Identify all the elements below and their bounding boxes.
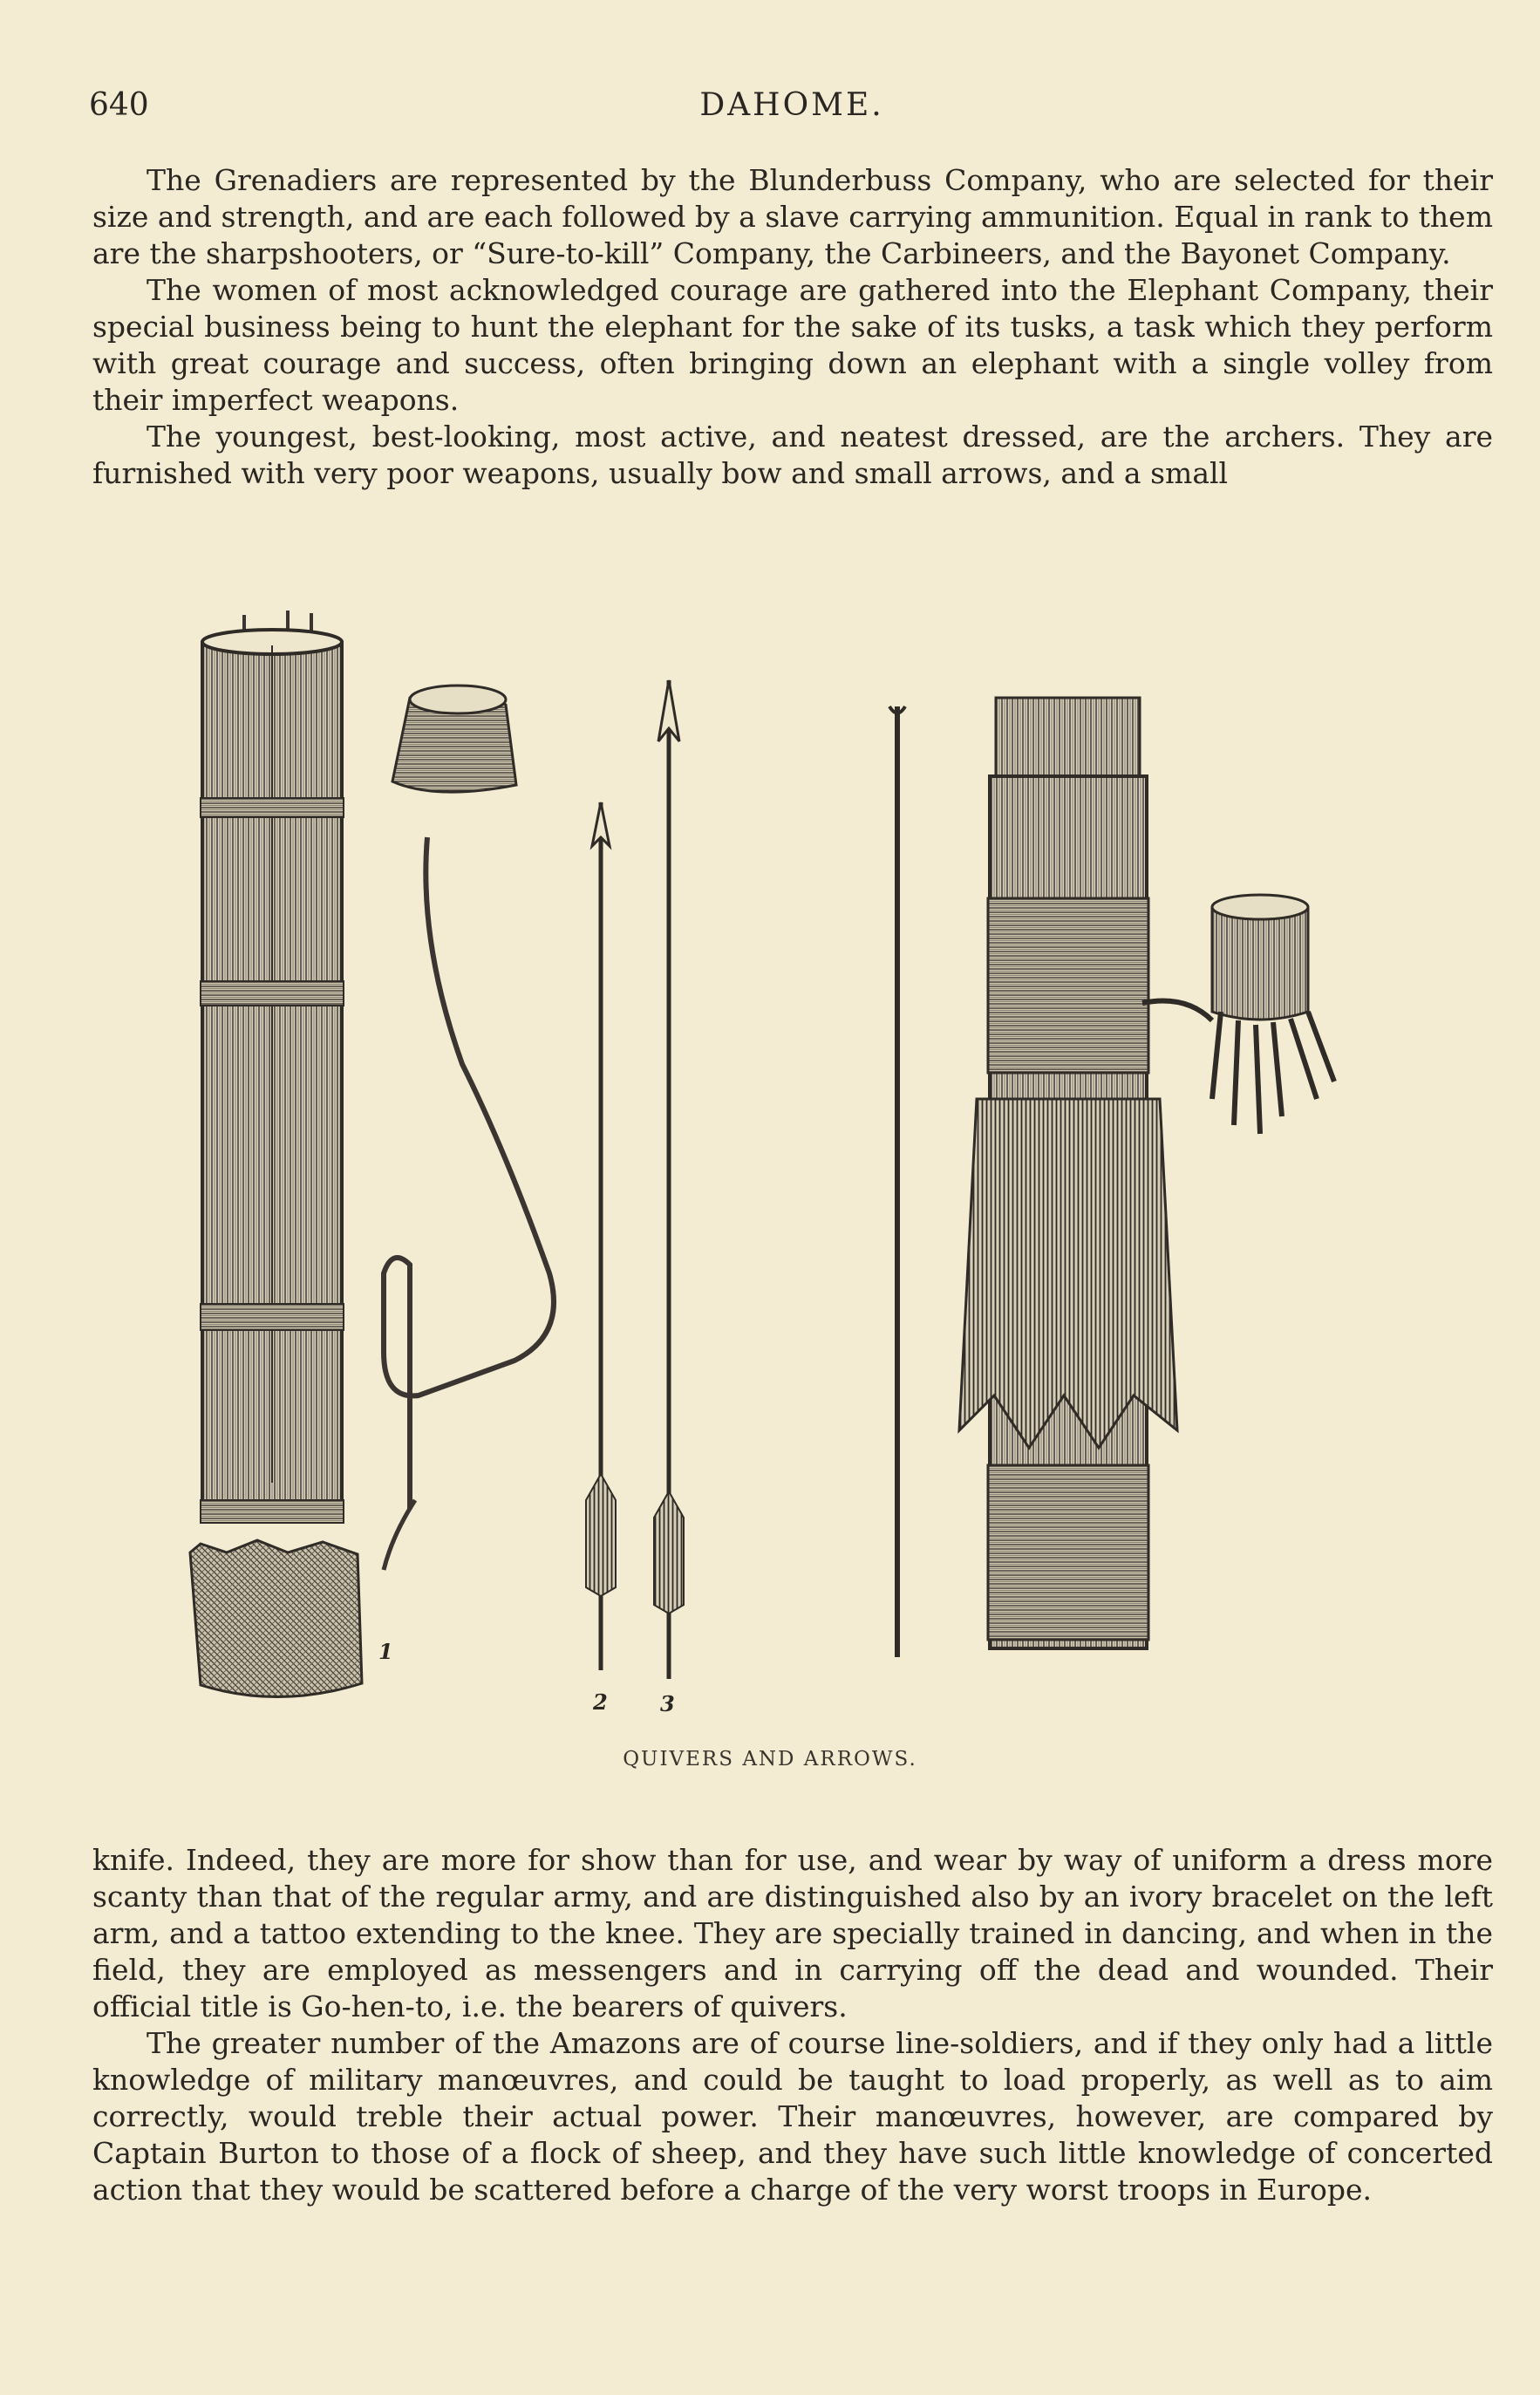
quiver-4 [959, 698, 1334, 1648]
bow-staff [889, 706, 905, 1657]
figure-quivers-and-arrows [174, 611, 1413, 1736]
figure-caption: QUIVERS AND ARROWS. [623, 1748, 917, 1771]
paragraph-grenadiers: The Grenadiers are represented by the Blunderbuss Company, who are selected for their size and strength, and are each followed by a slave carrying ammunition. Equal in rank to them are the sharpshooters, or “Sure-to-kill” Company, the Carbineers, and the Bayonet Company. [92, 163, 1493, 270]
arrow-3 [654, 680, 684, 1716]
paragraph-elephant-company: The women of most acknowledged courage are gathered into the Elephant Company, their special business being to hunt the elephant for the sake of its tusks, a task which they perform with great courage and success, often bringing down an elephant with a single volley from their imperfect weapons. [92, 273, 1493, 417]
bottom-text-block [92, 1842, 1493, 2208]
figure-number-1: 1 [378, 1639, 393, 1664]
paragraph-line-soldiers: The greater number of the Amazons are of course line-soldiers, and if they only had a little knowledge of military manœuvres, and could be taught to load properly, as well as to aim correctly, would treble their actual power. Their manœuvres, however, are compared by Captain Burton to those of a flock of sheep, and they have such little knowledge of concerted action that they would be scattered before a charge of the very worst troops in Europe. [92, 2026, 1493, 2207]
paragraph-archers: The youngest, best-looking, most active, and neatest dressed, are the archers. They are furnished with very poor weapons, usually bow and small arrows, and a small [92, 420, 1493, 490]
running-title: DAHOME. [699, 87, 884, 123]
arrow-2 [586, 802, 616, 1715]
figure-number-2: 2 [593, 1689, 608, 1715]
quiver-1 [190, 611, 554, 1697]
top-text-block [92, 162, 1493, 492]
figure-number-3: 3 [660, 1691, 675, 1716]
page-number: 640 [89, 87, 149, 123]
page-header [89, 87, 1495, 131]
paragraph-archers-continued: knife. Indeed, they are more for show than for use, and wear by way of uniform a dress more scanty than that of the regular army, and are distinguished also by an ivory bracelet on the left arm, and a tattoo extending to the knee. They are specially trained in dancing, and when in the field, they are employed as messengers and in carrying off the dead and wounded. Their official title is Go-hen-to, i.e. the bearers of quivers. [92, 1843, 1493, 2023]
engraving-illustration [174, 611, 1413, 1736]
